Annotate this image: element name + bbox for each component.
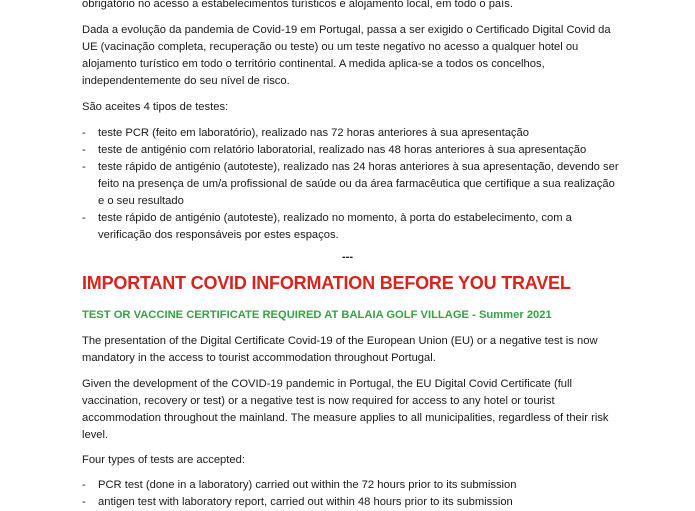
pt-intro-tail: obrigatório no acesso a estabelecimentos turísticos e alojamento local, em todo o país. xyxy=(82,0,513,10)
list-item: - teste rápido de antigénio (autoteste), realizado no momento, à porta do estabelecimento, com a verificação dos responsáveis por estes espaços. xyxy=(82,210,622,244)
list-item: - teste PCR (feito em laboratório), realizado nas 72 horas anteriores à sua apresentação xyxy=(82,125,622,142)
section-separator: --- xyxy=(342,251,353,263)
en-paragraph-2: Given the development of the COVID-19 pandemic in Portugal, the EU Digital Covid Certificate (full vaccination, recovery or test) or a negative test is now required for access to any hotel or tourist accommodation throughout the mainland. The measure applies to all municipalities, regardless of their risk level. xyxy=(82,378,609,441)
en-paragraph-1: The presentation of the Digital Certificate Covid-19 of the European Union (EU) or a negative test is now mandatory in the access to tourist accommodation throughout Portugal. xyxy=(82,335,598,364)
en-tests-list xyxy=(82,477,622,511)
en-tests-intro: Four types of tests are accepted: xyxy=(82,454,245,466)
list-item: - teste rápido de antigénio (autoteste), realizado nas 24 horas anteriores à sua apresentação, devendo ser feito na presença de um/a profissional de saúde ou da área farmacêutica que certifique a sua realização e o seu resultado xyxy=(82,159,622,210)
page-title: IMPORTANT COVID INFORMATION BEFORE YOU TRAVEL xyxy=(82,273,571,293)
subheading: TEST OR VACCINE CERTIFICATE REQUIRED AT BALAIA GOLF VILLAGE - Summer 2021 xyxy=(82,309,552,321)
pt-paragraph-2: Dada a evolução da pandemia de Covid-19 em Portugal, passa a ser exigido o Certificado Digital Covid da UE (vacinação completa, recuperação ou teste) ou um teste negativo no acesso a qualquer hotel ou alojamento turístico em todo o território continental. A medida aplica-se a todos os concelhos, independentemente do seu nível de risco. xyxy=(82,24,611,87)
pt-tests-intro: São aceites 4 tipos de testes: xyxy=(82,101,229,113)
pt-tests-list xyxy=(82,125,622,244)
list-item: - antigen test with laboratory report, carried out within 48 hours prior to its submission xyxy=(82,494,622,511)
list-item: - PCR test (done in a laboratory) carried out within the 72 hours prior to its submission xyxy=(82,477,622,494)
list-item: - teste de antigénio com relatório laboratorial, realizado nas 48 horas anteriores à sua apresentação xyxy=(82,142,622,159)
